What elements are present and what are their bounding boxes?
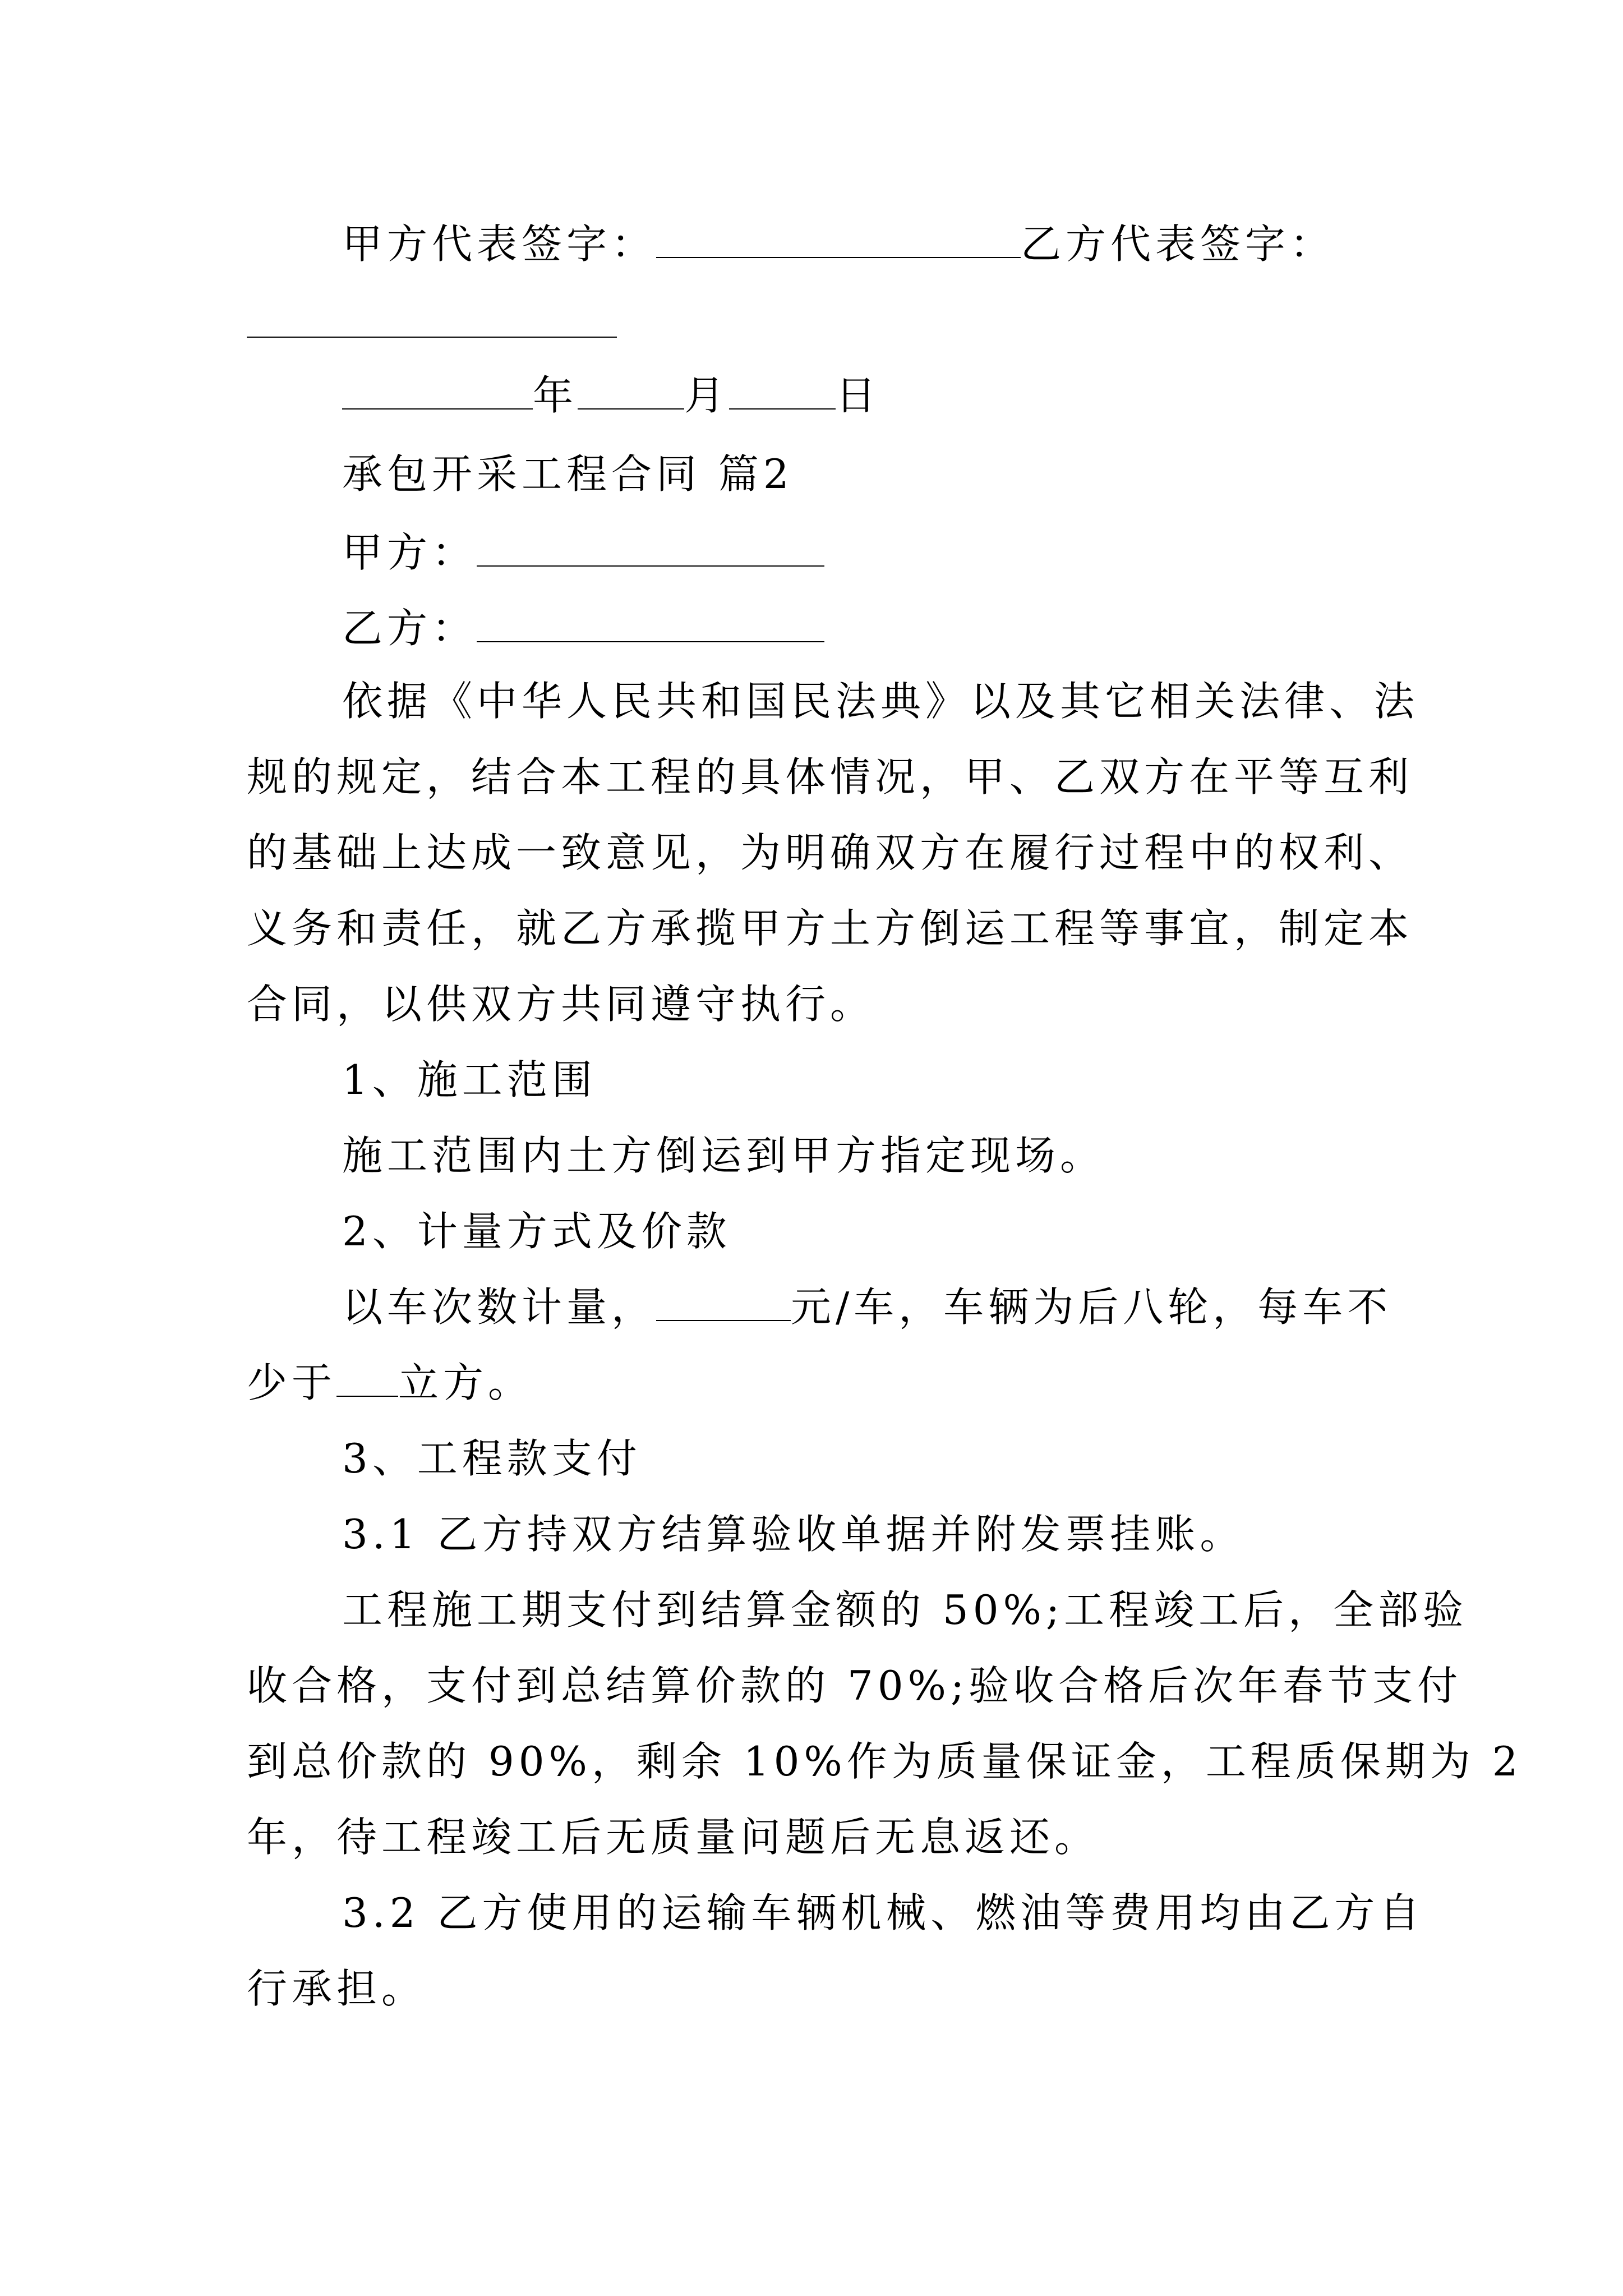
day-label: 日 <box>836 372 881 419</box>
party-b-label: 乙方： <box>342 605 477 652</box>
price-blank[interactable] <box>656 1286 791 1321</box>
clause-2-text: 元/车，车辆为后八轮，每车不 <box>791 1283 1393 1331</box>
clause-2-text: 以车次数计量， <box>342 1283 657 1331</box>
intro-line: 规的规定，结合本工程的具体情况，甲、乙双方在平等互利 <box>247 753 1414 800</box>
party-b-blank[interactable] <box>477 608 824 642</box>
payment-line: 年，待工程竣工后无质量问题后无息返还。 <box>247 1814 1100 1861</box>
intro-line: 合同，以供双方共同遵守执行。 <box>247 981 875 1028</box>
day-blank[interactable] <box>729 375 836 409</box>
intro-line: 依据《中华人民共和国民法典》以及其它相关法律、法 <box>342 678 1419 725</box>
payment-line: 到总价款的 90%，剩余 10%作为质量保证金，工程质保期为 2 <box>247 1738 1523 1785</box>
intro-line: 义务和责任，就乙方承揽甲方土方倒运工程等事宜，制定本 <box>247 905 1414 952</box>
party-b-signature-blank[interactable] <box>247 337 617 338</box>
party-a-signature-blank[interactable] <box>656 223 1021 258</box>
year-blank[interactable] <box>342 375 533 409</box>
clause-2-text: 少于 <box>247 1359 337 1406</box>
clause-3-item-1: 3.1 乙方持双方结算验收单据并附发票挂账。 <box>342 1511 1245 1558</box>
clause-3-item-2: 3.2 乙方使用的运输车辆机械、燃油等费用均由乙方自 <box>342 1889 1424 1936</box>
clause-1-heading: 1、施工范围 <box>342 1056 597 1103</box>
year-label: 年 <box>533 372 578 419</box>
payment-line: 收合格，支付到总结算价款的 70%;验收合格后次年春节支付 <box>247 1662 1463 1709</box>
intro-line: 的基础上达成一致意见，为明确双方在履行过程中的权利、 <box>247 829 1414 876</box>
volume-blank[interactable] <box>336 1362 398 1397</box>
clause-1-text: 施工范围内土方倒运到甲方指定现场。 <box>342 1132 1105 1179</box>
signature-row <box>342 219 1335 269</box>
party-a-label: 甲方： <box>342 529 477 576</box>
party-a-signature-label: 甲方代表签字： <box>342 220 657 268</box>
payment-line: 工程施工期支付到结算金额的 50%;工程竣工后，全部验 <box>342 1586 1468 1634</box>
month-label: 月 <box>684 372 730 419</box>
month-blank[interactable] <box>578 375 684 409</box>
party-a-row <box>342 527 824 578</box>
clause-2-line-1 <box>342 1282 1392 1332</box>
clause-2-line-2 <box>247 1358 533 1408</box>
party-b-row <box>342 603 824 654</box>
clause-3-heading: 3、工程款支付 <box>342 1435 642 1482</box>
clause-2-heading: 2、计量方式及价款 <box>342 1208 731 1255</box>
clause-2-text: 立方。 <box>398 1359 533 1406</box>
clause-3-item-2: 行承担。 <box>247 1965 427 2012</box>
party-b-signature-label: 乙方代表签字： <box>1021 220 1335 268</box>
section-title: 承包开采工程合同 篇2 <box>342 450 794 498</box>
date-row <box>342 370 880 421</box>
party-a-blank[interactable] <box>477 532 824 567</box>
